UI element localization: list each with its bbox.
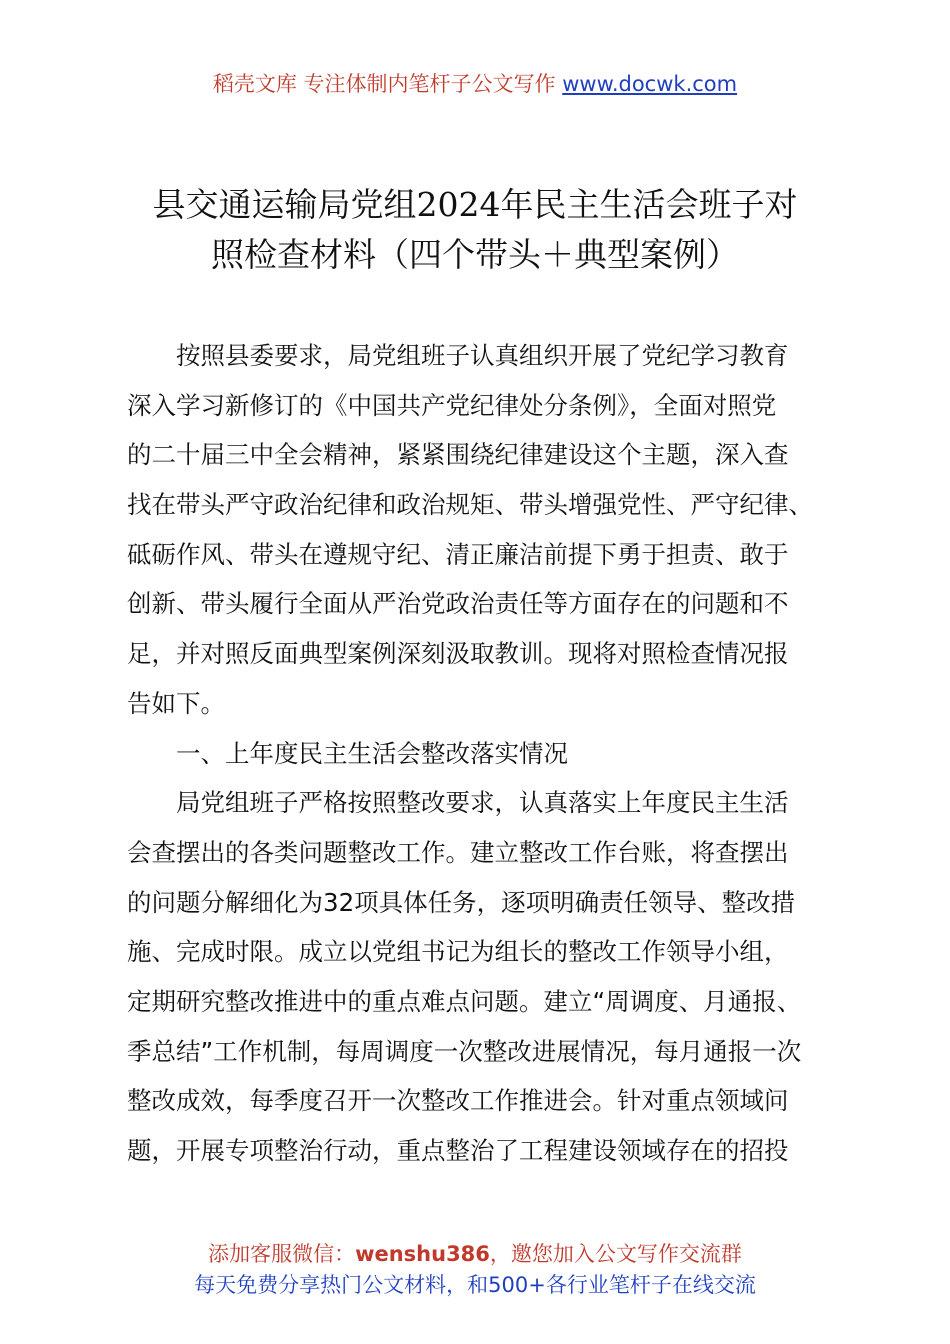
footer-wechat-line (0, 1239, 950, 1270)
paragraph-2-line: 题，开展专项整治行动，重点整治了工程建设领域存在的招投 (127, 1136, 789, 1165)
paragraph-2-line: 整改成效，每季度召开一次整改工作推进会。针对重点领域问 (127, 1086, 789, 1116)
paragraph-1-line: 的二十届三中全会精神，紧紧围绕纪律建设这个主题，深入查 (127, 440, 789, 470)
site-link[interactable]: www.docwk.com (562, 72, 738, 96)
wechat-id: wenshu386 (355, 1242, 490, 1266)
title-line-1: 县交通运输局党组2024年民主生活会班子对 (152, 185, 798, 224)
document-body (127, 331, 839, 1176)
section-heading-1: 一、上年度民主生活会整改落实情况 (176, 738, 568, 768)
paragraph-1-line: 找在带头严守政治纪律和政治规矩、带头增强党性、严守纪律、 (127, 490, 813, 520)
page-header (0, 68, 950, 100)
paragraph-2-line: 的问题分解细化为32项具体任务，逐项明确责任领导、整改措 (127, 887, 796, 917)
paragraph-1-line: 按照县委要求，局党组班子认真组织开展了党纪学习教育 (176, 341, 789, 370)
paragraph-1-line: 告如下。 (127, 688, 225, 718)
paragraph-1-line: 足，并对照反面典型案例深刻汲取教训。现将对照检查情况报 (127, 639, 789, 669)
page-footer (0, 1239, 950, 1301)
footer-wechat-suffix: ，邀您加入公文写作交流群 (489, 1242, 742, 1266)
document-title (60, 180, 890, 280)
paragraph-2-line: 局党组班子严格按照整改要求，认真落实上年度民主生活 (176, 788, 789, 818)
paragraph-2-line: 会查摆出的各类问题整改工作。建立整改工作台账，将查摆出 (127, 837, 789, 867)
paragraph-1-line: 砥砺作风、带头在遵规守纪、清正廉洁前提下勇于担责、敢于 (127, 539, 789, 569)
title-line-2: 照检查材料（四个带头＋典型案例） (211, 235, 739, 274)
footer-wechat-prefix: 添加客服微信： (208, 1242, 356, 1266)
paragraph-2-line: 施、完成时限。成立以党组书记为组长的整改工作领导小组， (127, 937, 789, 967)
footer-share-line: 每天免费分享热门公文材料，和500+各行业笔杆子在线交流 (194, 1273, 756, 1297)
paragraph-1-line: 创新、带头履行全面从严治党政治责任等方面存在的问题和不 (127, 589, 789, 619)
paragraph-2-line: 定期研究整改推进中的重点难点问题。建立“周调度、月通报、 (127, 986, 802, 1016)
brand-tagline: 稻壳文库 专注体制内笔杆子公文写作 (212, 72, 563, 96)
paragraph-2-line: 季总结”工作机制，每周调度一次整改进展情况，每月通报一次 (127, 1036, 802, 1066)
paragraph-1-line: 深入学习新修订的《中国共产党纪律处分条例》，全面对照党 (127, 390, 777, 420)
